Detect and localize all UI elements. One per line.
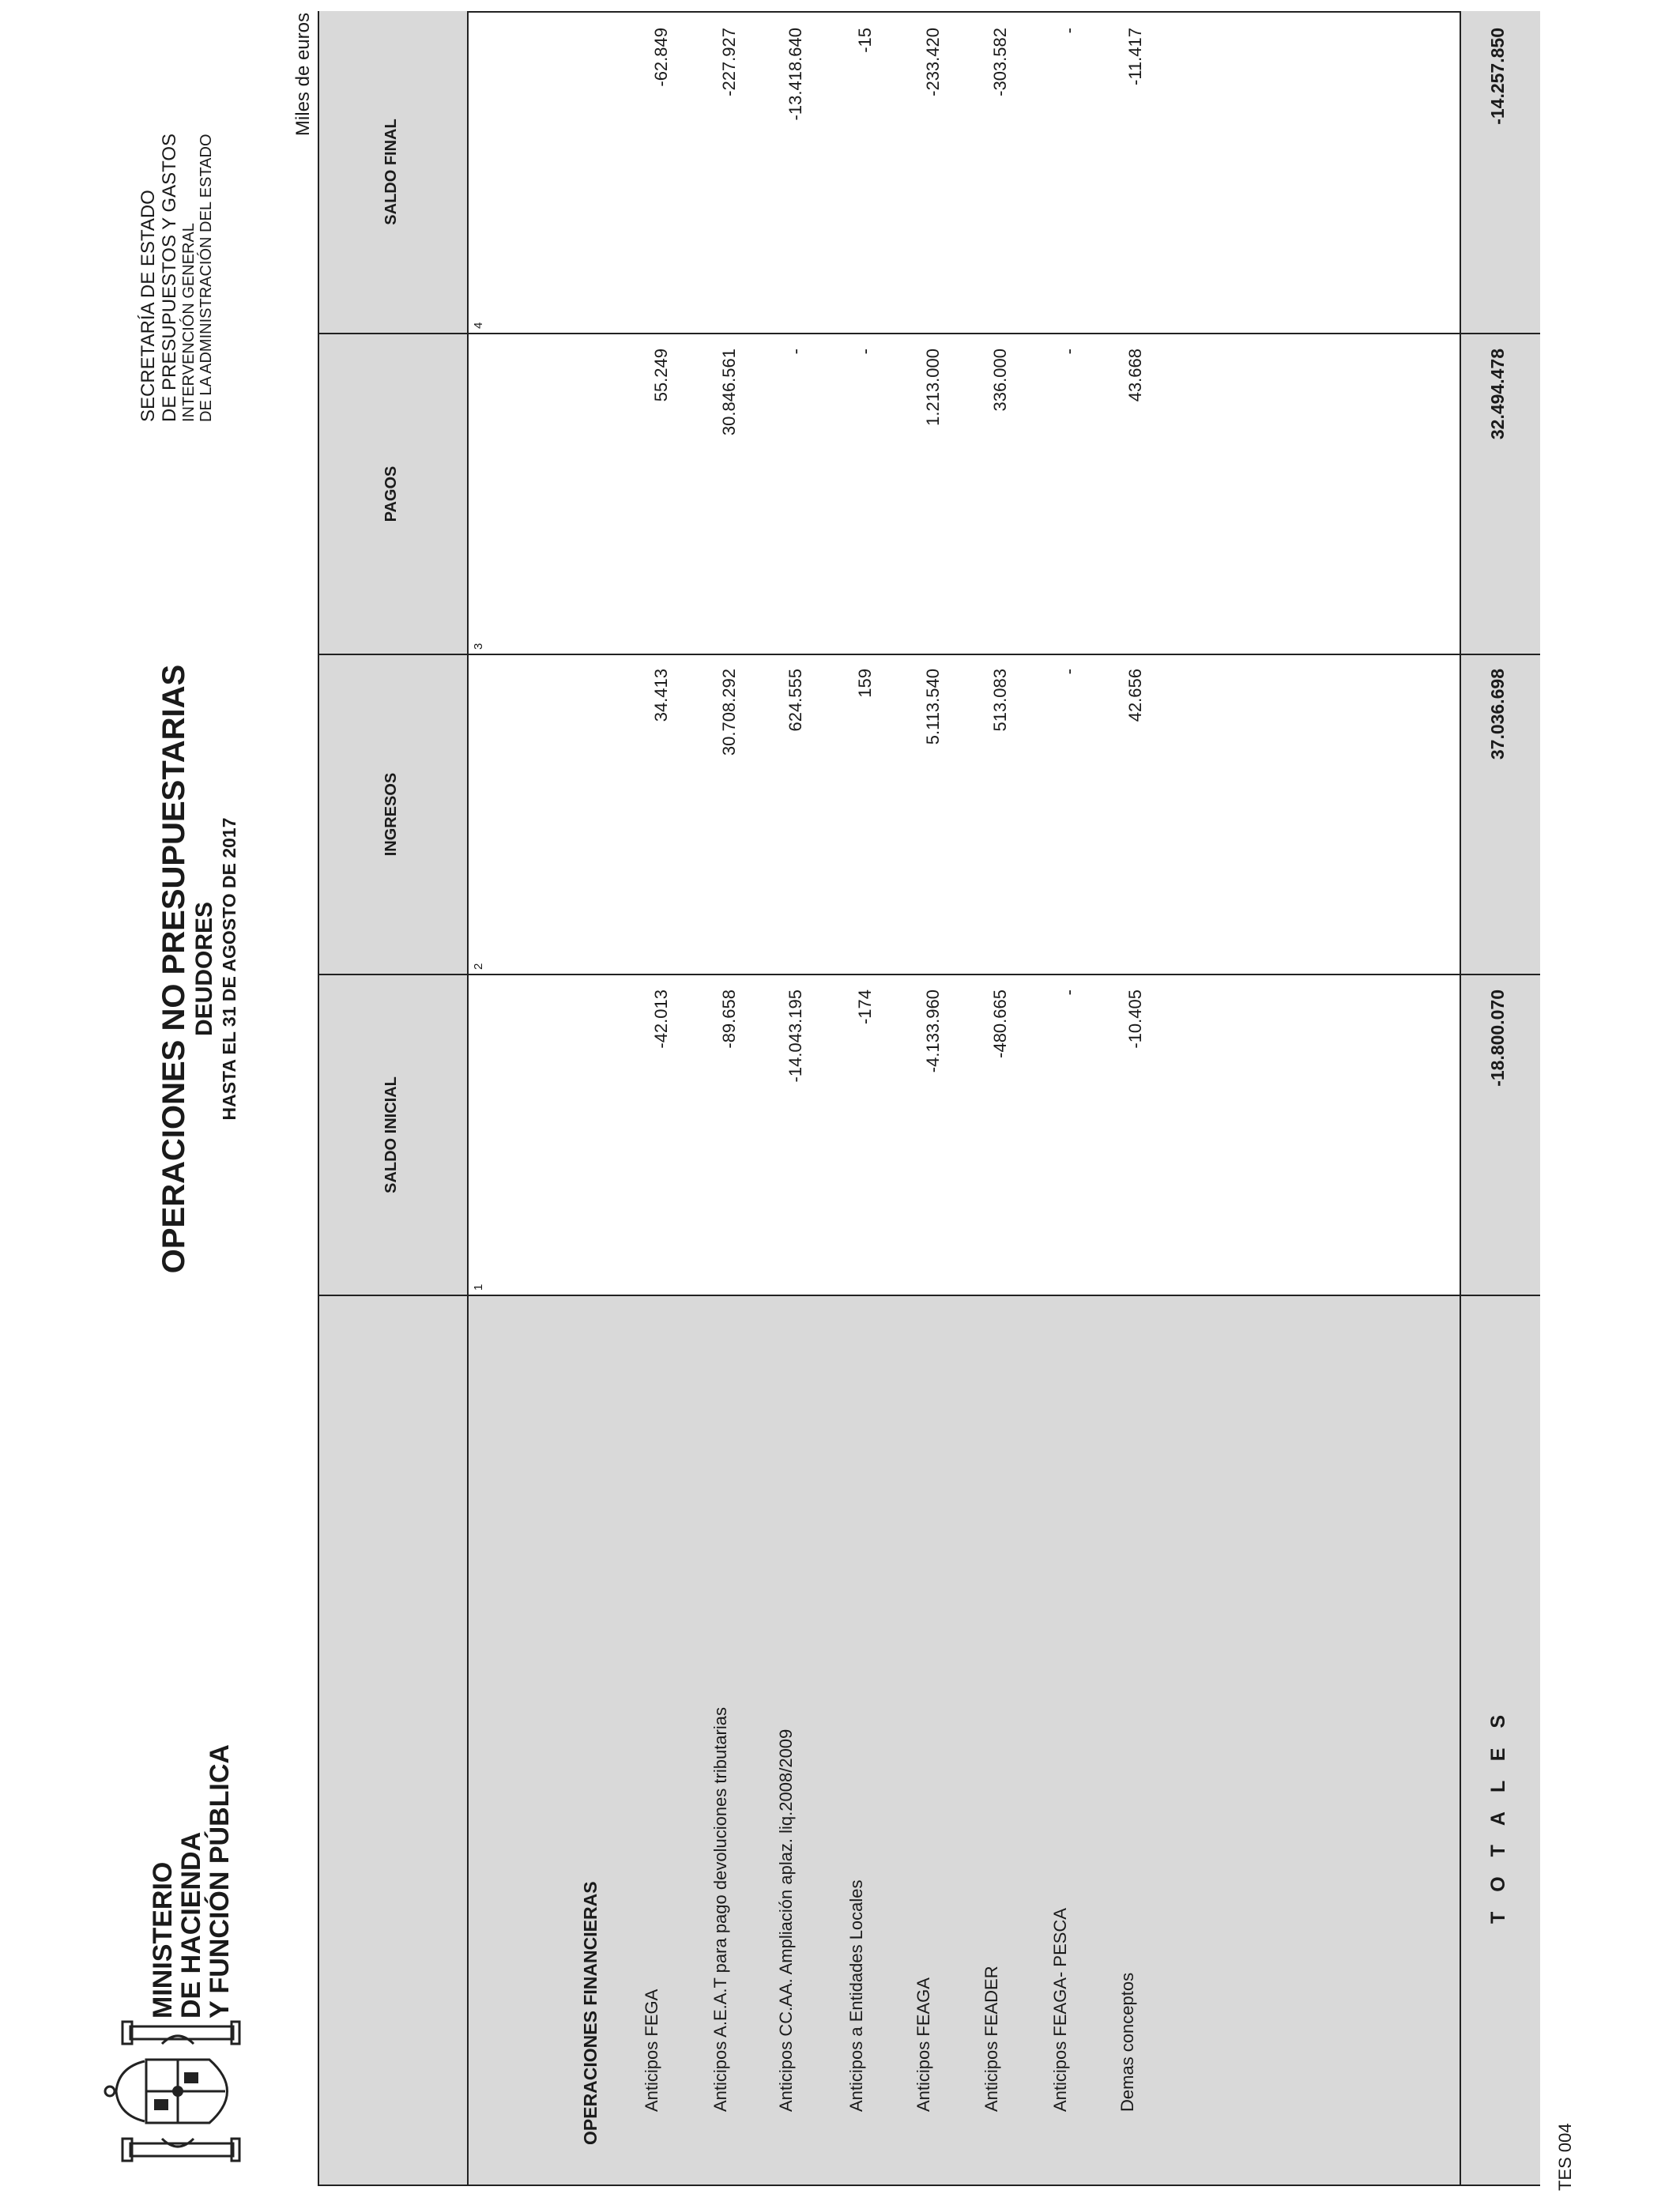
table-cell: 30.846.561 bbox=[719, 349, 739, 436]
column-number: 3 bbox=[472, 643, 485, 650]
row-label: Demas conceptos bbox=[1117, 1972, 1137, 2112]
report-date-line: HASTA EL 31 DE AGOSTO DE 2017 bbox=[219, 817, 239, 1121]
coat-of-arms-icon bbox=[99, 2012, 265, 2170]
table-cell: - bbox=[1059, 990, 1079, 996]
row-label: Anticipos FEAGA bbox=[913, 1977, 933, 2112]
issuing-office bbox=[137, 134, 215, 422]
intervencion-line-2: DE LA ADMINISTRACIÓN DEL ESTADO bbox=[198, 134, 215, 422]
column-number: 1 bbox=[472, 1284, 485, 1291]
table-cell: -480.665 bbox=[990, 990, 1010, 1058]
totals-label: T O T A L E S bbox=[1487, 1707, 1509, 1924]
ministry-line-1: MINISTERIO bbox=[148, 1861, 178, 2019]
table-cell: -233.420 bbox=[923, 28, 943, 96]
ministry-name bbox=[149, 1744, 234, 2019]
table-cell: - bbox=[1059, 349, 1079, 355]
column-header-pagos: PAGOS bbox=[382, 466, 400, 522]
table-cell: -4.133.960 bbox=[923, 990, 943, 1073]
column-number: 2 bbox=[472, 963, 485, 970]
section-heading: OPERACIONES FINANCIERAS bbox=[580, 1881, 601, 2145]
table-cell: -15 bbox=[855, 28, 875, 53]
table-cell: 336.000 bbox=[990, 349, 1010, 412]
ministry-line-3: Y FUNCIÓN PÚBLICA bbox=[205, 1744, 235, 2019]
ministry-line-2: DE HACIENDA bbox=[176, 1831, 206, 2019]
table-cell: 624.555 bbox=[785, 669, 805, 732]
column-divider bbox=[319, 974, 1540, 975]
column-header-saldo-inicial: SALDO INICIAL bbox=[382, 1076, 400, 1193]
table-cell: 34.413 bbox=[651, 669, 671, 722]
row-label: Anticipos A.E.A.T para pago devoluciones tributarias bbox=[710, 1706, 730, 2112]
totals-cell: 37.036.698 bbox=[1487, 669, 1508, 760]
secretaria-line-1: SECRETARÍA DE ESTADO bbox=[137, 190, 159, 422]
column-number: 4 bbox=[472, 322, 485, 329]
deudores-table bbox=[318, 11, 1540, 2186]
column-divider bbox=[319, 1295, 1540, 1296]
table-cell: -227.927 bbox=[719, 28, 739, 96]
table-cell: -62.849 bbox=[651, 28, 671, 87]
row-label: Anticipos FEADER bbox=[981, 1966, 1001, 2112]
column-divider bbox=[319, 333, 1540, 334]
totals-cell: 32.494.478 bbox=[1487, 349, 1508, 440]
header-divider bbox=[467, 11, 469, 2185]
table-cell: -42.013 bbox=[651, 990, 671, 1049]
table-cell: -11.417 bbox=[1125, 28, 1145, 85]
table-cell: - bbox=[1059, 669, 1079, 675]
table-cell: -14.043.195 bbox=[785, 990, 805, 1083]
table-cell: -89.658 bbox=[719, 990, 739, 1049]
table-cell: -13.418.640 bbox=[785, 28, 805, 121]
row-label: Anticipos a Entidades Locales bbox=[846, 1879, 866, 2112]
table-cell: - bbox=[855, 349, 875, 355]
table-cell: - bbox=[1059, 28, 1079, 34]
secretaria-line-2: DE PRESUPUESTOS Y GASTOS bbox=[159, 133, 180, 422]
table-cell: -10.405 bbox=[1125, 990, 1145, 1049]
totals-cell: -18.800.070 bbox=[1487, 990, 1508, 1087]
report-titles bbox=[156, 613, 240, 1325]
row-label: Anticipos CC.AA. Ampliación aplaz. liq.2008/2009 bbox=[776, 1728, 796, 2112]
row-label: Anticipos FEAGA- PESCA bbox=[1050, 1908, 1070, 2112]
intervencion-line-1: INTERVENCIÓN GENERAL bbox=[180, 223, 198, 422]
table-cell: -174 bbox=[855, 990, 875, 1025]
document-code: TES 004 bbox=[1555, 2123, 1575, 2191]
table-cell: 1.213.000 bbox=[923, 349, 943, 426]
report-title: OPERACIONES NO PRESUPUESTARIAS bbox=[156, 664, 191, 1274]
column-divider bbox=[319, 654, 1540, 655]
table-cell: 42.656 bbox=[1125, 669, 1145, 722]
table-cell: - bbox=[785, 349, 805, 355]
units-label: Miles de euros bbox=[292, 13, 314, 137]
table-cell: 43.668 bbox=[1125, 349, 1145, 402]
table-cell: 55.249 bbox=[651, 349, 671, 402]
totals-divider bbox=[1460, 11, 1461, 2185]
row-label: Anticipos FEGA bbox=[642, 1989, 661, 2112]
table-cell: 159 bbox=[855, 669, 875, 698]
column-header-ingresos: INGRESOS bbox=[382, 772, 400, 857]
report-subtitle: DEUDORES bbox=[191, 901, 217, 1037]
table-cell: 5.113.540 bbox=[923, 669, 943, 745]
totals-cell: -14.257.850 bbox=[1487, 28, 1508, 125]
table-cell: 30.708.292 bbox=[719, 669, 739, 756]
table-cell: -303.582 bbox=[990, 28, 1010, 96]
table-cell: 513.083 bbox=[990, 669, 1010, 732]
column-header-saldo-final: SALDO FINAL bbox=[382, 119, 400, 225]
